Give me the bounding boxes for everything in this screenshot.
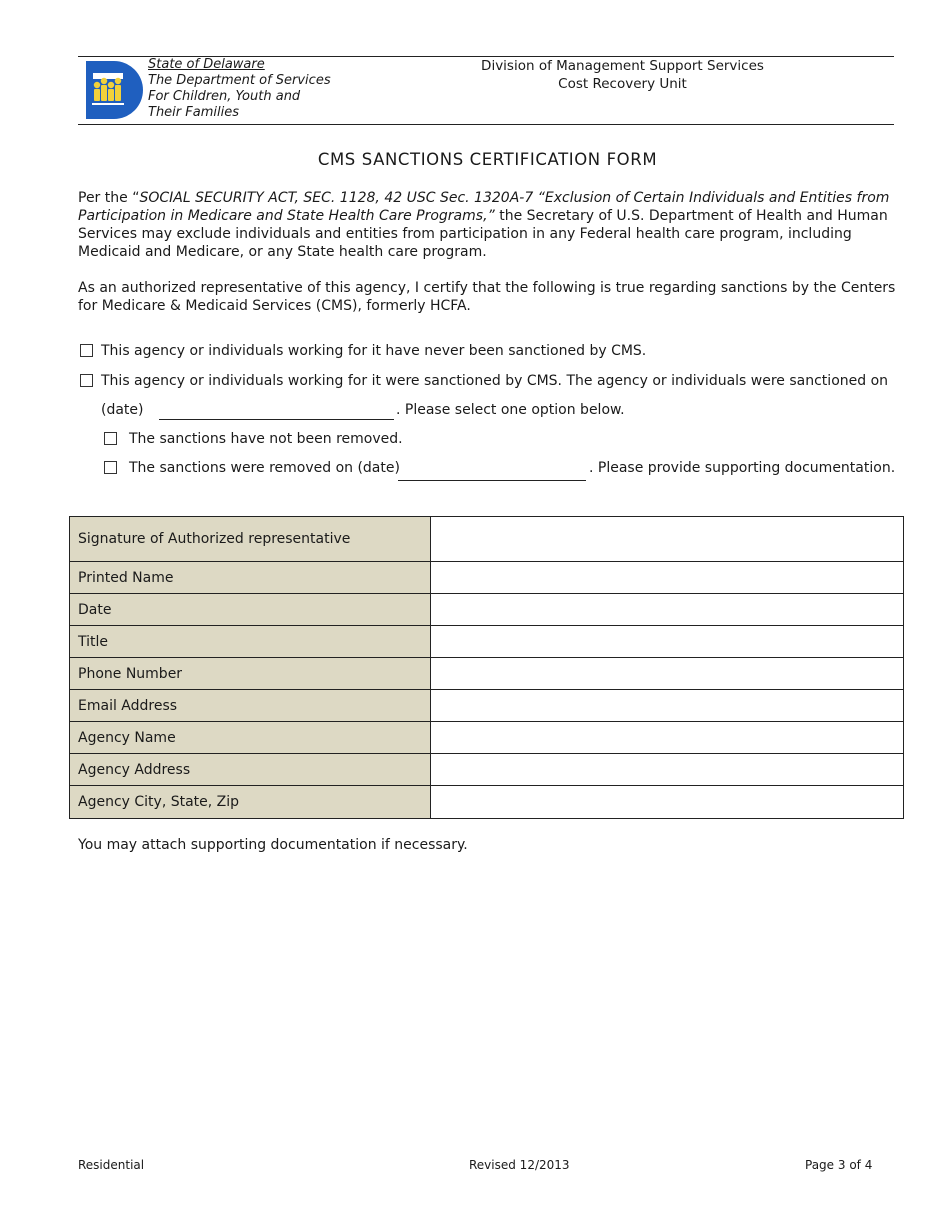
footer-page-number: Page 3 of 4 xyxy=(805,1158,873,1172)
agency-line-state: State of Delaware xyxy=(148,57,265,72)
certify-paragraph: As an authorized representative of this agency, I certify that the following is true regarding sanctions by the Centers for Medicare & Medicaid Services (CMS), formerly HCFA. xyxy=(78,280,896,314)
supporting-doc-note: You may attach supporting documentation if necessary. xyxy=(78,837,468,853)
never-sanctioned-label: This agency or individuals working for it have never been sanctioned by CMS. xyxy=(101,343,647,359)
table-row xyxy=(70,754,904,786)
sanction-date-field[interactable] xyxy=(159,419,394,420)
signature-label: Signature of Authorized representative xyxy=(70,517,431,562)
printed-name-label: Printed Name xyxy=(70,562,431,594)
email-address-label: Email Address xyxy=(70,690,431,722)
agency-line-families: Their Families xyxy=(148,105,239,120)
table-row xyxy=(70,690,904,722)
removed-label: The sanctions were removed on (date) xyxy=(129,460,400,476)
phone-number-label: Phone Number xyxy=(70,658,431,690)
date-label: Date xyxy=(70,594,431,626)
sanction-date-suffix: . Please select one option below. xyxy=(396,402,625,418)
form-title: CMS SANCTIONS CERTIFICATION FORM xyxy=(317,150,658,169)
table-row xyxy=(70,722,904,754)
phone-number-field[interactable] xyxy=(431,658,904,690)
footer-left: Residential xyxy=(78,1158,145,1172)
removed-date-field[interactable] xyxy=(398,480,586,481)
printed-name-field[interactable] xyxy=(431,562,904,594)
sanction-date-label: (date) xyxy=(101,402,144,418)
intro-citation: SOCIAL SECURITY ACT, SEC. 1128, 42 USC Sec. 1320A-7 “Exclusion of Certain Individuals and Entities from Participation in Medicare and State Health Care Programs,” xyxy=(78,190,890,224)
agency-name-block xyxy=(148,57,331,121)
intro-prefix: Per the “ xyxy=(78,190,140,206)
intro-paragraph xyxy=(78,189,908,261)
footer-revised: Revised 12/2013 xyxy=(469,1158,570,1172)
title-field[interactable] xyxy=(431,626,904,658)
removed-suffix: . Please provide supporting documentation. xyxy=(589,460,896,476)
intro-suffix: the Secretary of U.S. Department of Health and Human Services may exclude individuals and entities from participation in any Federal health care program, including Medicaid and Medicare, or any State health care program. xyxy=(78,208,888,260)
unit-name: Cost Recovery Unit xyxy=(558,76,687,92)
dscyf-logo xyxy=(84,59,146,121)
sanctioned-label: This agency or individuals working for it were sanctioned by CMS. The agency or individuals were sanctioned on xyxy=(101,373,889,389)
header-bottom-rule xyxy=(78,124,894,125)
agency-line-department: The Department of Services xyxy=(148,73,331,88)
agency-name-label: Agency Name xyxy=(70,722,431,754)
agency-city-state-zip-label: Agency City, State, Zip xyxy=(70,786,431,819)
removed-checkbox[interactable] xyxy=(104,461,117,474)
signature-table xyxy=(69,516,904,819)
not-removed-label: The sanctions have not been removed. xyxy=(129,431,403,447)
table-row xyxy=(70,626,904,658)
agency-line-children: For Children, Youth and xyxy=(148,89,301,104)
table-row xyxy=(70,562,904,594)
sanctioned-checkbox[interactable] xyxy=(80,374,93,387)
title-label: Title xyxy=(70,626,431,658)
agency-city-state-zip-field[interactable] xyxy=(431,786,904,819)
division-block xyxy=(470,57,775,93)
not-removed-checkbox[interactable] xyxy=(104,432,117,445)
table-row xyxy=(70,658,904,690)
table-row xyxy=(70,594,904,626)
agency-address-label: Agency Address xyxy=(70,754,431,786)
date-field[interactable] xyxy=(431,594,904,626)
table-row xyxy=(70,786,904,819)
table-row xyxy=(70,517,904,562)
signature-field[interactable] xyxy=(431,517,904,562)
agency-address-field[interactable] xyxy=(431,754,904,786)
agency-name-field[interactable] xyxy=(431,722,904,754)
division-name: Division of Management Support Services xyxy=(481,58,764,74)
email-address-field[interactable] xyxy=(431,690,904,722)
never-sanctioned-checkbox[interactable] xyxy=(80,344,93,357)
